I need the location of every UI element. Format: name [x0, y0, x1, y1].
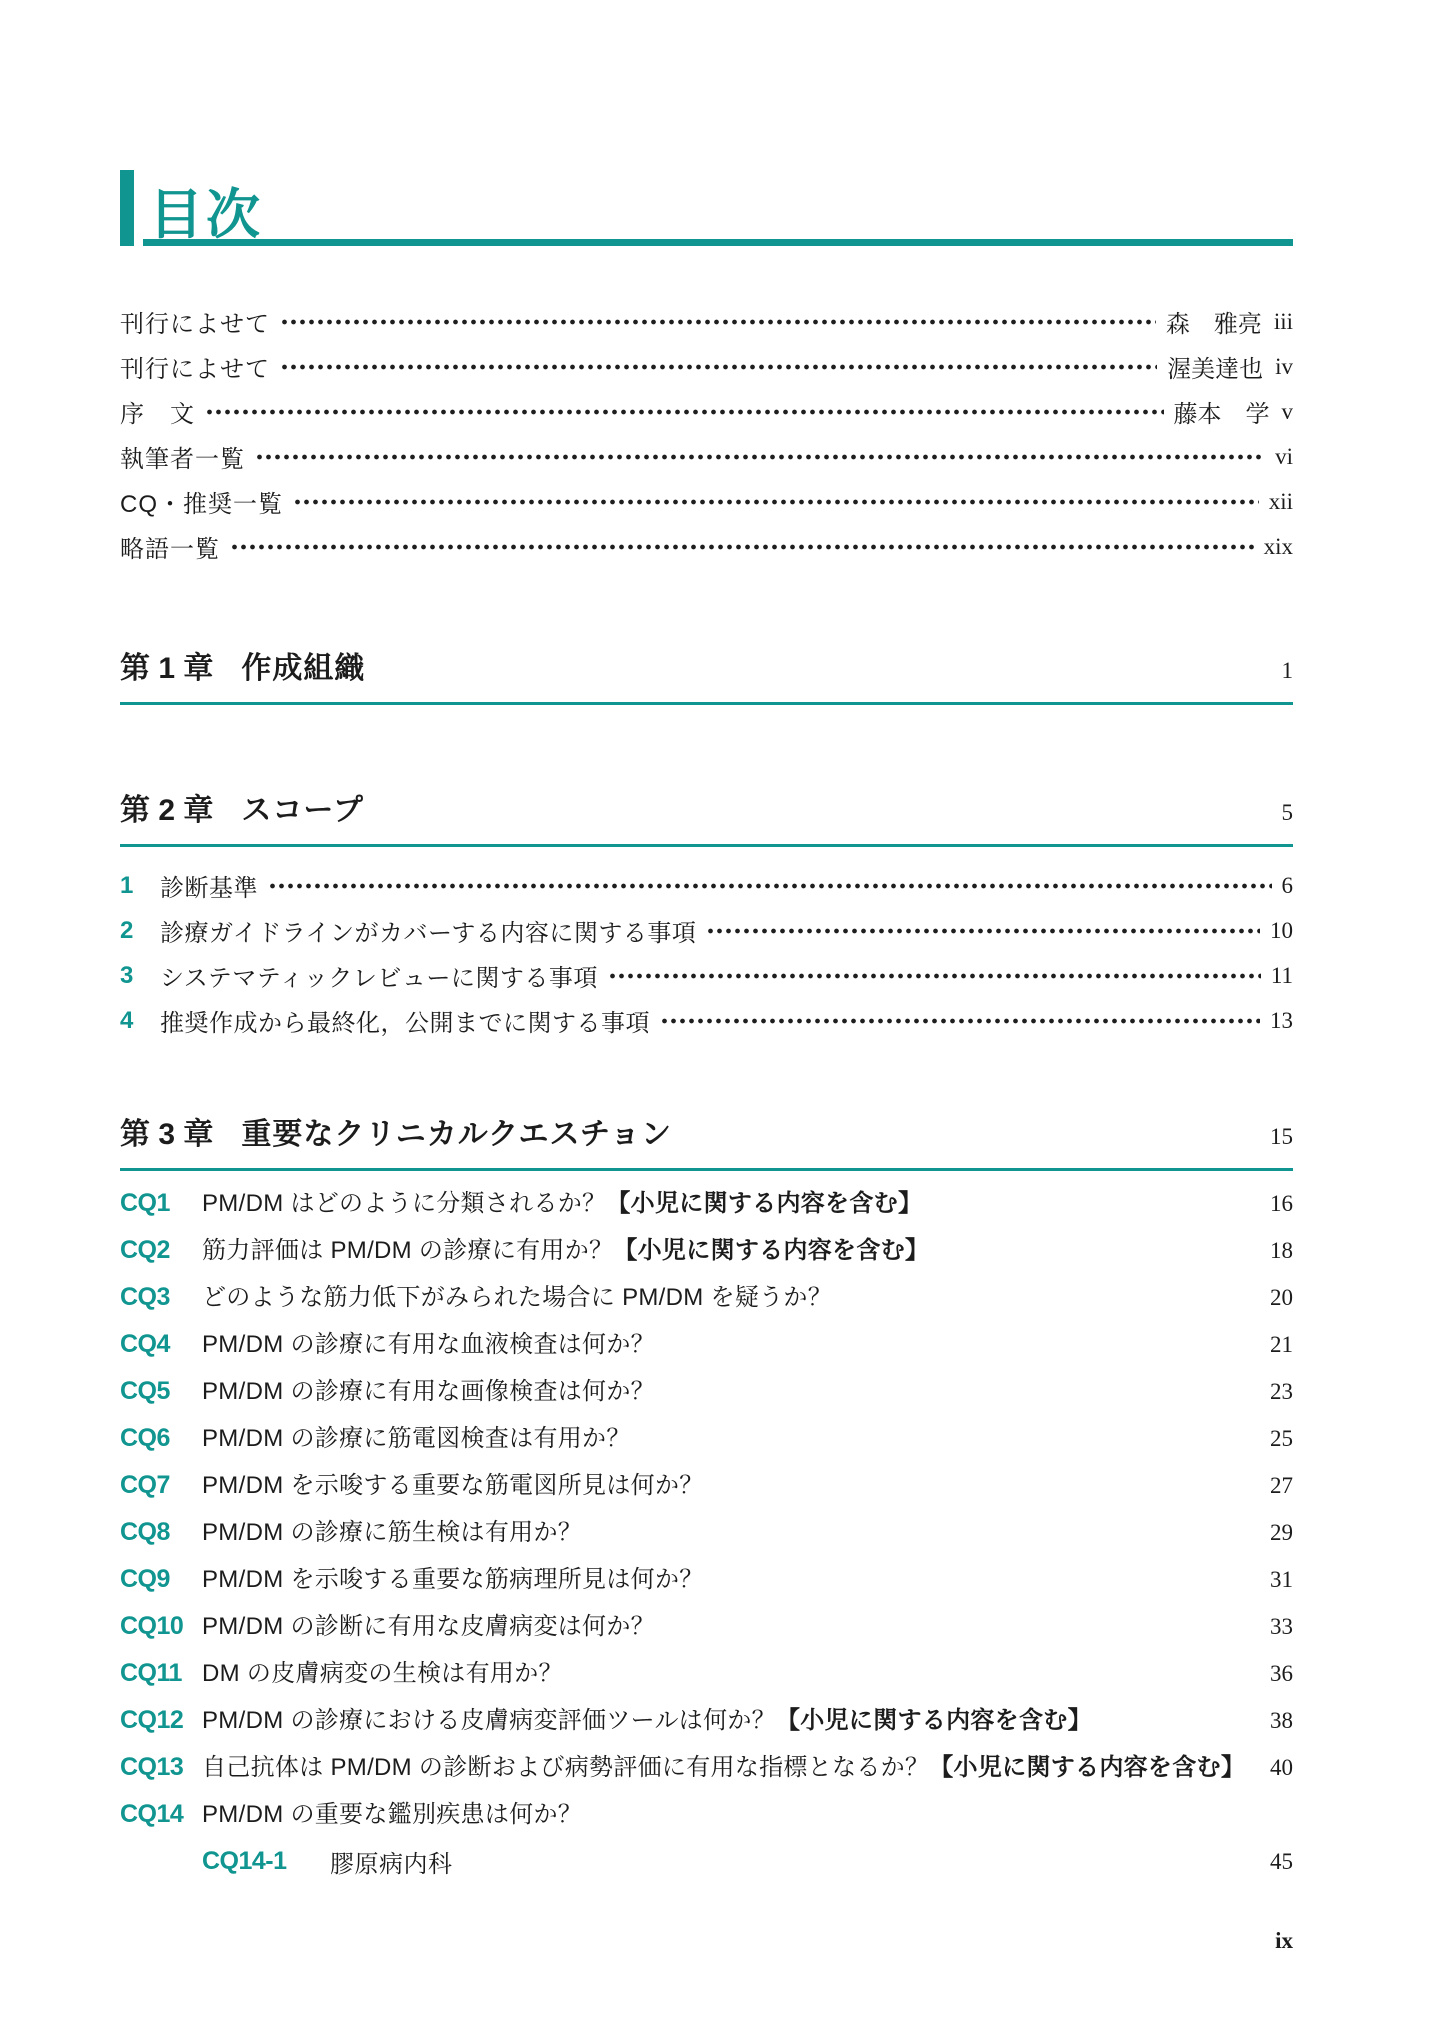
chapter-rule: [120, 844, 1293, 847]
toc-entry: [120, 389, 1293, 434]
toc-page: [120, 0, 1293, 1885]
dot-leader: [280, 319, 1156, 325]
toc-entry-label: 略語一覧: [120, 536, 220, 563]
toc-cq-entry: [120, 1227, 1293, 1274]
toc-cq-entry: [120, 1697, 1293, 1744]
toc-entry-label: 執筆者一覧: [120, 446, 245, 473]
cq-page: 25: [1270, 1426, 1293, 1451]
toc-entry: [120, 524, 1293, 569]
toc-entry-label: CQ・推奨一覧: [120, 491, 283, 518]
toc-entry: [120, 344, 1293, 389]
chapter-number: 第 2 章: [120, 794, 214, 827]
footer-page-number: ix: [1275, 1928, 1293, 1953]
toc-entry-page: v: [1281, 398, 1293, 424]
cq-question: PM/DM を示唆する重要な筋病理所見は何か？: [202, 1566, 704, 1593]
cq-id: CQ4: [120, 1330, 170, 1358]
cq-sub-label: 膠原病内科: [330, 1851, 453, 1878]
cq-page: 40: [1270, 1755, 1293, 1780]
cq-question: PM/DM の診療に有用な血液検査は何か？: [202, 1331, 655, 1358]
page-title-block: [120, 170, 1293, 246]
item-number: 1: [120, 871, 134, 899]
toc-cq-entry: [120, 1509, 1293, 1556]
dot-leader: [293, 499, 1259, 505]
toc-entry: [120, 434, 1293, 479]
cq-page: 18: [1270, 1238, 1293, 1263]
toc-entry-page: vi: [1275, 443, 1293, 469]
item-number: 2: [120, 916, 134, 944]
toc-entry: [120, 908, 1293, 953]
toc-entry-page: iv: [1275, 353, 1293, 379]
chapter-2-section: [120, 785, 1293, 1043]
chapter-rule: [120, 702, 1293, 705]
cq-page: 33: [1270, 1614, 1293, 1639]
chapter-page: 15: [1270, 1124, 1293, 1149]
dot-leader: [706, 928, 1260, 934]
toc-entry: [120, 479, 1293, 524]
dot-leader: [268, 883, 1272, 889]
toc-cq-entry: [120, 1415, 1293, 1462]
cq-id: CQ3: [120, 1283, 170, 1311]
cq-id: CQ7: [120, 1471, 170, 1499]
cq-sub-id: CQ14-1: [202, 1847, 287, 1875]
cq-question: PM/DM の診療に筋生検は有用か？: [202, 1519, 583, 1546]
cq-page: 38: [1270, 1708, 1293, 1733]
toc-cq-entry: [120, 1556, 1293, 1603]
cq-page: 45: [1270, 1849, 1293, 1874]
toc-entry-label: 刊行によせて: [120, 356, 270, 383]
toc-entry: [120, 299, 1293, 344]
toc-entry-page: xii: [1268, 488, 1293, 514]
chapter-3-section: [120, 1109, 1293, 1885]
item-label: システマティックレビューに関する事項: [160, 965, 598, 992]
cq-page: 36: [1270, 1661, 1293, 1686]
toc-entry-author: 渥美達也: [1167, 357, 1264, 383]
dot-leader: [608, 973, 1261, 979]
toc-entry: [120, 998, 1293, 1043]
toc-cq-entry: [120, 1462, 1293, 1509]
toc-entry-author: 森 雅亮: [1165, 312, 1262, 338]
chapter-rule: [120, 1168, 1293, 1171]
cq-id: CQ11: [120, 1659, 182, 1687]
cq-question: PM/DM の診療に有用な画像検査は何か？: [202, 1378, 655, 1405]
toc-cq-entry: [120, 1321, 1293, 1368]
toc-cq-entry: [120, 1368, 1293, 1415]
dot-leader: [205, 409, 1164, 415]
cq-question: PM/DM の診療に筋電図検査は有用か？: [202, 1425, 631, 1452]
cq-page: 27: [1270, 1473, 1293, 1498]
chapter-1-section: [120, 643, 1293, 705]
cq-question: PM/DM はどのように分類されるか？【小児に関する内容を含む】: [202, 1190, 923, 1217]
chapter-2-items: [120, 863, 1293, 1043]
dot-leader: [660, 1018, 1260, 1024]
cq-question: どのような筋力低下がみられた場合に PM/DM を疑うか？: [202, 1284, 833, 1311]
item-label: 診断基準: [160, 875, 258, 902]
cq-question: PM/DM の診療における皮膚病変評価ツールは何か？【小児に関する内容を含む】: [202, 1707, 1092, 1734]
cq-id: CQ12: [120, 1706, 184, 1734]
cq-id: CQ14: [120, 1800, 184, 1828]
item-page: 10: [1270, 917, 1293, 943]
chapter-3-items: [120, 1180, 1293, 1885]
item-page: 6: [1281, 872, 1293, 898]
toc-entry-author: 藤本 学: [1173, 402, 1270, 428]
cq-page: 31: [1270, 1567, 1293, 1592]
toc-entry: [120, 953, 1293, 998]
chapter-number: 第 3 章: [120, 1118, 214, 1151]
cq-question: 自己抗体は PM/DM の診断および病勢評価に有用な指標となるか？【小児に関する内容を含む】: [202, 1754, 1246, 1781]
dot-leader: [280, 364, 1157, 370]
cq-page: 29: [1270, 1520, 1293, 1545]
item-page: 13: [1270, 1007, 1293, 1033]
cq-id: CQ8: [120, 1518, 170, 1546]
chapter-title: スコープ: [241, 794, 364, 827]
chapter-page: 1: [1281, 658, 1293, 683]
cq-id: CQ13: [120, 1753, 184, 1781]
toc-cq-entry: [120, 1791, 1293, 1838]
toc-cq-sub-entry: [120, 1838, 1293, 1885]
cq-question: PM/DM の重要な鑑別疾患は何か？: [202, 1801, 583, 1828]
chapter-title: 作成組織: [241, 652, 366, 685]
cq-question: DM の皮膚病変の生検は有用か？: [202, 1660, 563, 1687]
cq-question: PM/DM を示唆する重要な筋電図所見は何か？: [202, 1472, 704, 1499]
toc-entry-page: xix: [1263, 533, 1293, 559]
cq-page: 21: [1270, 1332, 1293, 1357]
item-label: 推奨作成から最終化，公開までに関する事項: [160, 1010, 650, 1037]
toc-entry-page: iii: [1273, 308, 1293, 334]
accent-bar: [120, 170, 134, 246]
dot-leader: [230, 544, 1254, 550]
chapter-title: 重要なクリニカルクエスチョン: [241, 1118, 673, 1151]
chapter-number: 第 1 章: [120, 652, 214, 685]
page-title: 目次: [149, 185, 263, 245]
cq-id: CQ1: [120, 1189, 170, 1217]
cq-question: PM/DM の診断に有用な皮膚病変は何か？: [202, 1613, 655, 1640]
toc-cq-entry: [120, 1603, 1293, 1650]
toc-cq-entry: [120, 1744, 1293, 1791]
toc-cq-entry: [120, 1274, 1293, 1321]
toc-entry-label: 刊行によせて: [120, 311, 270, 338]
cq-id: CQ6: [120, 1424, 170, 1452]
cq-id: CQ2: [120, 1236, 170, 1264]
cq-page: 16: [1270, 1191, 1293, 1216]
dot-leader: [255, 454, 1265, 460]
cq-page: 23: [1270, 1379, 1293, 1404]
item-page: 11: [1270, 962, 1293, 988]
toc-entry: [120, 863, 1293, 908]
toc-entry-label: 序 文: [120, 401, 195, 428]
item-number: 3: [120, 961, 134, 989]
cq-question: 筋力評価は PM/DM の診療に有用か？【小児に関する内容を含む】: [202, 1237, 930, 1264]
item-number: 4: [120, 1006, 134, 1034]
cq-page: 20: [1270, 1285, 1293, 1310]
cq-id: CQ9: [120, 1565, 170, 1593]
toc-cq-entry: [120, 1180, 1293, 1227]
toc-cq-entry: [120, 1650, 1293, 1697]
item-label: 診療ガイドラインがカバーする内容に関する事項: [160, 920, 697, 947]
cq-id: CQ5: [120, 1377, 170, 1405]
chapter-page: 5: [1281, 800, 1293, 825]
front-matter-list: [120, 299, 1293, 569]
cq-id: CQ10: [120, 1612, 184, 1640]
title-rule: [143, 239, 1293, 246]
